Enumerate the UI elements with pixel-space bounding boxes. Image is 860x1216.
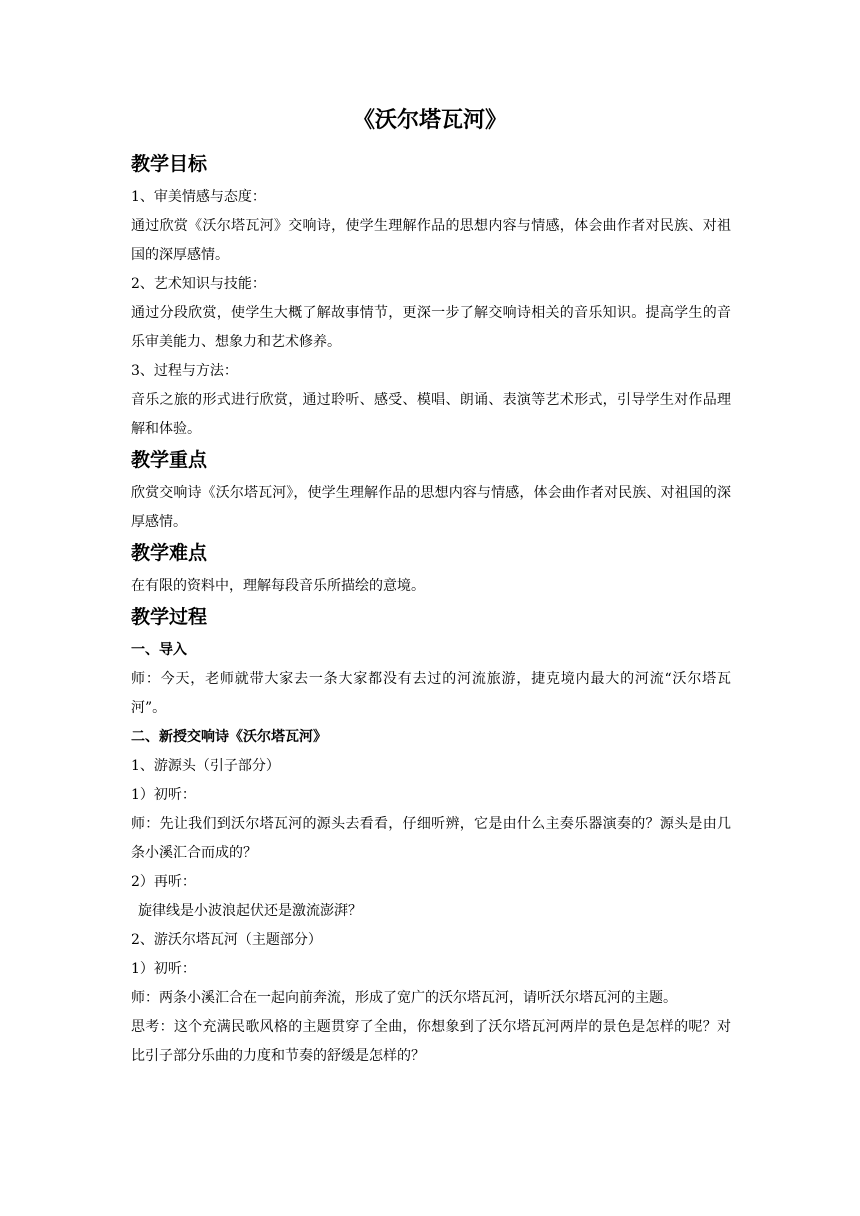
goal-line: 通过欣赏《沃尔塔瓦河》交响诗，使学生理解作品的思想内容与情感，体会曲作者对民族、对祖国的深厚感情。 xyxy=(131,218,731,263)
heading-process: 教学过程 xyxy=(131,606,208,628)
goal-line: 2、艺术知识与技能： xyxy=(131,276,266,292)
intro-text: 师：今天，老师就带大家去一条大家都没有去过的河流旅游，捷克境内最大的河流“沃尔塔瓦河”。 xyxy=(131,671,731,716)
process-line: 旋律线是小波浪起伏还是激流澎湃？ xyxy=(138,903,362,919)
process-line: 1）初听： xyxy=(131,787,196,803)
heading-difficulties: 教学难点 xyxy=(131,542,208,564)
heading-goals: 教学目标 xyxy=(131,153,208,175)
process-line: 2、游沃尔塔瓦河（主题部分） xyxy=(131,932,322,948)
difficulties-text: 在有限的资料中，理解每段音乐所描绘的意境。 xyxy=(131,578,425,594)
new-lesson-heading: 二、新授交响诗《沃尔塔瓦河》 xyxy=(131,729,327,745)
process-line: 1）初听： xyxy=(131,961,196,977)
goal-line: 通过分段欣赏，使学生大概了解故事情节，更深一步了解交响诗相关的音乐知识。提高学生的音乐审美能力、想象力和艺术修养。 xyxy=(131,305,731,350)
key-points-text: 欣赏交响诗《沃尔塔瓦河》，使学生理解作品的思想内容与情感，体会曲作者对民族、对祖国的深厚感情。 xyxy=(131,485,731,530)
process-line: 师：先让我们到沃尔塔瓦河的源头去看看，仔细听辨，它是由什么主奏乐器演奏的？源头是由几条小溪汇合而成的？ xyxy=(131,816,731,861)
document-body xyxy=(131,148,731,1071)
heading-key-points: 教学重点 xyxy=(131,449,208,471)
goal-line: 1、审美情感与态度： xyxy=(131,189,266,205)
process-line: 师：两条小溪汇合在一起向前奔流，形成了宽广的沃尔塔瓦河，请听沃尔塔瓦河的主题。 xyxy=(131,990,677,1006)
process-line: 1、游源头（引子部分） xyxy=(131,758,280,774)
intro-heading: 一、导入 xyxy=(131,642,187,658)
goal-line: 3、过程与方法： xyxy=(131,363,238,379)
process-line: 2）再听： xyxy=(131,874,196,890)
goal-line: 音乐之旅的形式进行欣赏，通过聆听、感受、模唱、朗诵、表演等艺术形式，引导学生对作品理解和体验。 xyxy=(131,392,731,437)
process-line: 思考：这个充满民歌风格的主题贯穿了全曲，你想象到了沃尔塔瓦河两岸的景色是怎样的呢？对比引子部分乐曲的力度和节奏的舒缓是怎样的？ xyxy=(131,1019,731,1064)
document-title: 《沃尔塔瓦河》 xyxy=(352,108,507,133)
